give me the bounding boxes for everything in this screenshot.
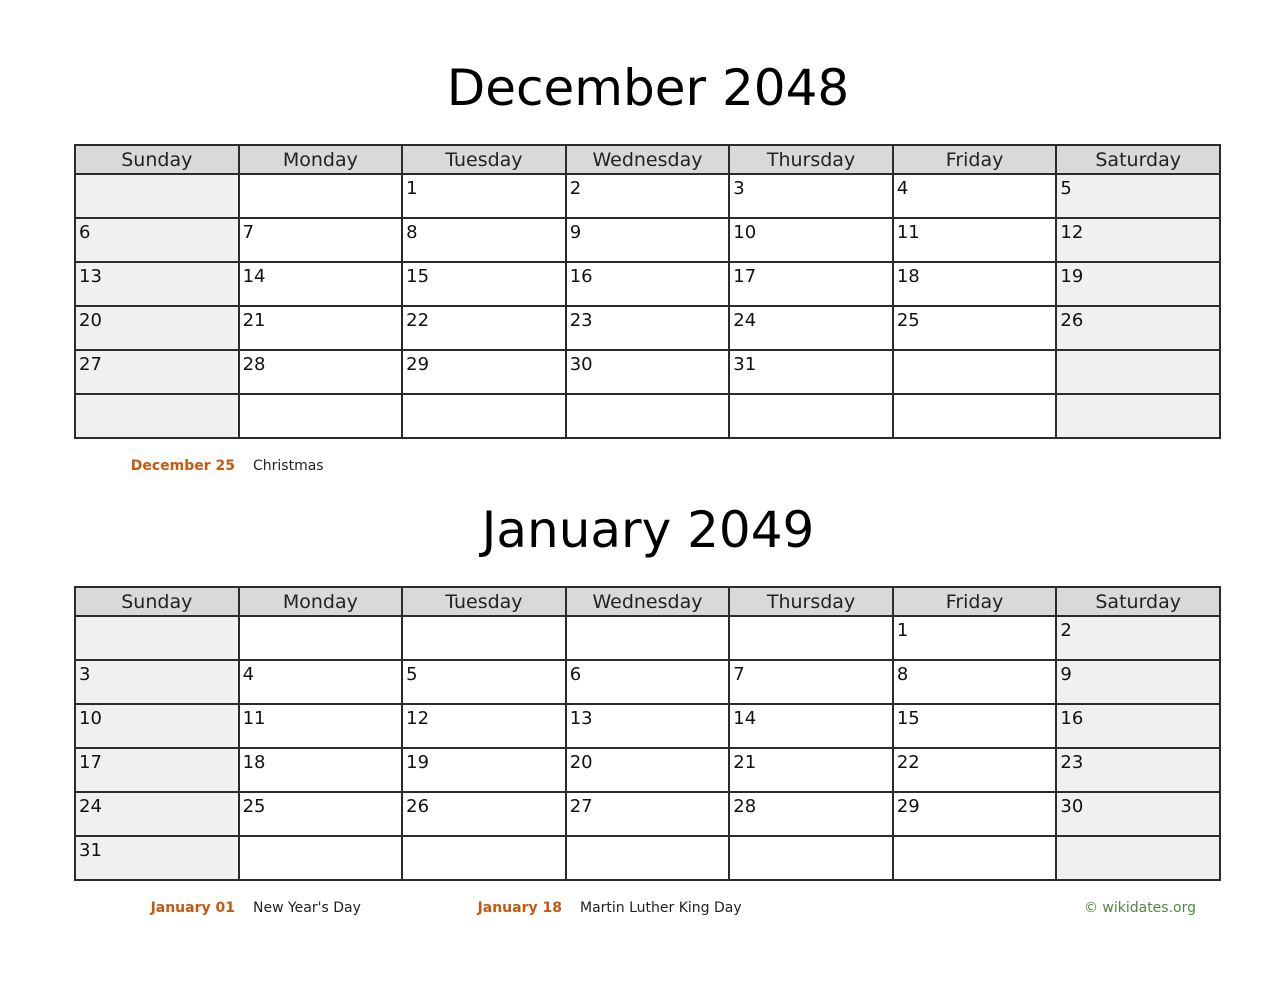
day-number: 12	[406, 708, 430, 729]
day-cell	[566, 704, 730, 748]
weekday-header: Saturday	[1056, 587, 1220, 616]
day-number	[894, 837, 1056, 840]
day-cell	[729, 350, 893, 394]
day-cell	[75, 218, 239, 262]
day-cell	[402, 836, 566, 880]
day-number	[1057, 395, 1219, 398]
day-number: 15	[896, 708, 920, 729]
day-number: 12	[1060, 222, 1084, 243]
day-cell	[566, 748, 730, 792]
day-number: 29	[406, 354, 430, 375]
weekday-header: Thursday	[729, 587, 893, 616]
day-number: 17	[733, 266, 757, 287]
weekday-header: Tuesday	[402, 587, 566, 616]
day-number: 22	[406, 310, 430, 331]
day-number: 11	[242, 708, 266, 729]
day-number	[240, 395, 402, 398]
weekday-header: Thursday	[729, 145, 893, 174]
day-number: 24	[79, 796, 102, 817]
day-cell	[402, 218, 566, 262]
day-number	[894, 351, 1056, 354]
day-cell	[1056, 836, 1220, 880]
day-cell	[1056, 704, 1220, 748]
day-cell	[75, 660, 239, 704]
day-cell	[893, 660, 1057, 704]
day-number	[1057, 351, 1219, 354]
day-cell	[75, 704, 239, 748]
day-cell	[1056, 306, 1220, 350]
day-cell	[239, 394, 403, 438]
day-number: 15	[406, 266, 430, 287]
day-number	[76, 175, 238, 178]
day-cell	[893, 262, 1057, 306]
day-cell	[75, 262, 239, 306]
day-cell	[893, 616, 1057, 660]
day-cell	[75, 174, 239, 218]
day-cell	[729, 748, 893, 792]
holiday-date: January 18	[477, 900, 562, 916]
day-number: 3	[79, 664, 91, 685]
day-cell	[402, 262, 566, 306]
day-cell	[239, 218, 403, 262]
week-row	[75, 394, 1220, 438]
weekday-header: Sunday	[75, 145, 239, 174]
day-cell	[893, 350, 1057, 394]
day-number: 17	[79, 752, 102, 773]
credit-link[interactable]: © wikidates.org	[1083, 900, 1196, 916]
day-number	[240, 837, 402, 840]
day-number: 16	[569, 266, 593, 287]
day-number: 11	[896, 222, 920, 243]
day-cell	[893, 748, 1057, 792]
day-cell	[1056, 748, 1220, 792]
day-cell	[1056, 218, 1220, 262]
day-cell	[566, 262, 730, 306]
day-number: 13	[569, 708, 593, 729]
day-number	[240, 617, 402, 620]
day-cell	[1056, 350, 1220, 394]
day-cell	[402, 792, 566, 836]
day-cell	[402, 394, 566, 438]
day-number: 21	[242, 310, 266, 331]
day-number	[730, 617, 892, 620]
week-row	[75, 836, 1220, 880]
day-cell	[893, 306, 1057, 350]
day-number: 25	[242, 796, 266, 817]
day-number: 26	[406, 796, 430, 817]
day-number: 1	[896, 620, 909, 641]
day-cell	[75, 306, 239, 350]
day-cell	[75, 792, 239, 836]
day-number: 22	[896, 752, 920, 773]
day-number	[894, 395, 1056, 398]
day-cell	[566, 218, 730, 262]
day-number: 10	[733, 222, 757, 243]
weekday-header: Tuesday	[402, 145, 566, 174]
day-number: 21	[733, 752, 757, 773]
holiday-name: Christmas	[253, 458, 324, 474]
day-number: 4	[896, 178, 909, 199]
day-cell	[402, 306, 566, 350]
day-cell	[1056, 660, 1220, 704]
day-cell	[239, 792, 403, 836]
day-cell	[729, 660, 893, 704]
day-number: 1	[406, 178, 418, 199]
month-title-december: December 2048	[446, 59, 850, 117]
day-number: 9	[1060, 664, 1072, 685]
day-cell	[729, 306, 893, 350]
day-cell	[402, 748, 566, 792]
day-number: 31	[733, 354, 757, 375]
day-number: 20	[569, 752, 593, 773]
weekday-header: Monday	[239, 587, 403, 616]
day-number: 5	[406, 664, 418, 685]
weekday-header: Wednesday	[566, 587, 730, 616]
day-number: 23	[569, 310, 593, 331]
day-number: 24	[733, 310, 757, 331]
day-number: 27	[569, 796, 593, 817]
day-cell	[729, 616, 893, 660]
day-cell	[566, 792, 730, 836]
day-cell	[239, 262, 403, 306]
day-cell	[75, 616, 239, 660]
day-number: 31	[79, 840, 102, 861]
day-cell	[75, 350, 239, 394]
day-number	[403, 395, 565, 398]
day-number: 27	[79, 354, 102, 375]
day-cell	[566, 394, 730, 438]
day-cell	[893, 394, 1057, 438]
day-cell	[402, 616, 566, 660]
day-cell	[402, 350, 566, 394]
day-number: 29	[896, 796, 920, 817]
day-cell	[1056, 262, 1220, 306]
day-cell	[893, 218, 1057, 262]
day-cell	[566, 616, 730, 660]
calendar-grid-january	[74, 586, 1221, 881]
day-cell	[566, 174, 730, 218]
week-row	[75, 306, 1220, 350]
day-number: 10	[79, 708, 102, 729]
week-row	[75, 174, 1220, 218]
day-number: 8	[406, 222, 418, 243]
day-cell	[893, 836, 1057, 880]
holiday-date: January 01	[150, 900, 235, 916]
day-number	[567, 617, 729, 620]
day-number: 4	[242, 664, 255, 685]
day-number: 5	[1060, 178, 1072, 199]
week-row	[75, 218, 1220, 262]
week-row	[75, 792, 1220, 836]
week-row	[75, 748, 1220, 792]
day-number: 16	[1060, 708, 1084, 729]
week-row	[75, 616, 1220, 660]
weekday-header: Monday	[239, 145, 403, 174]
weekday-header: Sunday	[75, 587, 239, 616]
day-number	[403, 837, 565, 840]
day-cell	[729, 836, 893, 880]
day-cell	[1056, 174, 1220, 218]
weekday-header: Wednesday	[566, 145, 730, 174]
day-cell	[402, 660, 566, 704]
day-number	[567, 837, 729, 840]
day-number: 2	[1060, 620, 1072, 641]
day-number	[403, 617, 565, 620]
weekday-header: Friday	[893, 145, 1057, 174]
day-cell	[239, 660, 403, 704]
day-number: 23	[1060, 752, 1084, 773]
day-cell	[239, 174, 403, 218]
day-number: 20	[79, 310, 102, 331]
day-number: 25	[896, 310, 920, 331]
day-number	[76, 395, 238, 398]
day-number: 7	[242, 222, 255, 243]
day-number	[730, 837, 892, 840]
day-number: 19	[406, 752, 430, 773]
week-row	[75, 704, 1220, 748]
month-title-january: January 2049	[481, 501, 815, 559]
day-cell	[239, 748, 403, 792]
day-cell	[729, 792, 893, 836]
day-number	[567, 395, 729, 398]
day-cell	[75, 748, 239, 792]
day-number: 8	[896, 664, 909, 685]
day-number: 26	[1060, 310, 1084, 331]
day-cell	[1056, 792, 1220, 836]
day-number	[730, 395, 892, 398]
day-cell	[1056, 616, 1220, 660]
day-number: 13	[79, 266, 102, 287]
calendar-grid-december	[74, 144, 1221, 439]
day-cell	[566, 660, 730, 704]
day-number: 6	[79, 222, 91, 243]
day-cell	[239, 836, 403, 880]
day-cell	[1056, 394, 1220, 438]
day-number: 14	[242, 266, 266, 287]
day-cell	[729, 218, 893, 262]
weekday-header: Friday	[893, 587, 1057, 616]
day-cell	[402, 704, 566, 748]
day-number: 18	[896, 266, 920, 287]
day-cell	[729, 704, 893, 748]
day-cell	[402, 174, 566, 218]
day-number: 19	[1060, 266, 1084, 287]
day-cell	[566, 350, 730, 394]
day-cell	[893, 174, 1057, 218]
day-cell	[729, 394, 893, 438]
day-number	[240, 175, 402, 178]
day-cell	[566, 306, 730, 350]
day-cell	[239, 350, 403, 394]
holiday-list-december	[0, 458, 1280, 480]
day-cell	[566, 836, 730, 880]
holiday-name: Martin Luther King Day	[580, 900, 742, 916]
day-number: 2	[569, 178, 582, 199]
weekday-header: Saturday	[1056, 145, 1220, 174]
day-number	[76, 617, 238, 620]
day-number: 18	[242, 752, 266, 773]
day-cell	[893, 792, 1057, 836]
week-row	[75, 350, 1220, 394]
day-number: 6	[569, 664, 582, 685]
day-cell	[75, 836, 239, 880]
day-number: 28	[733, 796, 757, 817]
day-number: 28	[242, 354, 266, 375]
day-number: 7	[733, 664, 745, 685]
day-number: 3	[733, 178, 745, 199]
day-cell	[75, 394, 239, 438]
day-cell	[239, 306, 403, 350]
holiday-date: December 25	[130, 458, 235, 474]
week-row	[75, 660, 1220, 704]
day-cell	[729, 174, 893, 218]
week-row	[75, 262, 1220, 306]
day-cell	[239, 704, 403, 748]
day-number: 30	[1060, 796, 1084, 817]
day-cell	[729, 262, 893, 306]
day-number: 9	[569, 222, 582, 243]
holiday-name: New Year's Day	[253, 900, 361, 916]
day-cell	[893, 704, 1057, 748]
day-number: 30	[569, 354, 593, 375]
day-number	[1057, 837, 1219, 840]
day-number: 14	[733, 708, 757, 729]
day-cell	[239, 616, 403, 660]
